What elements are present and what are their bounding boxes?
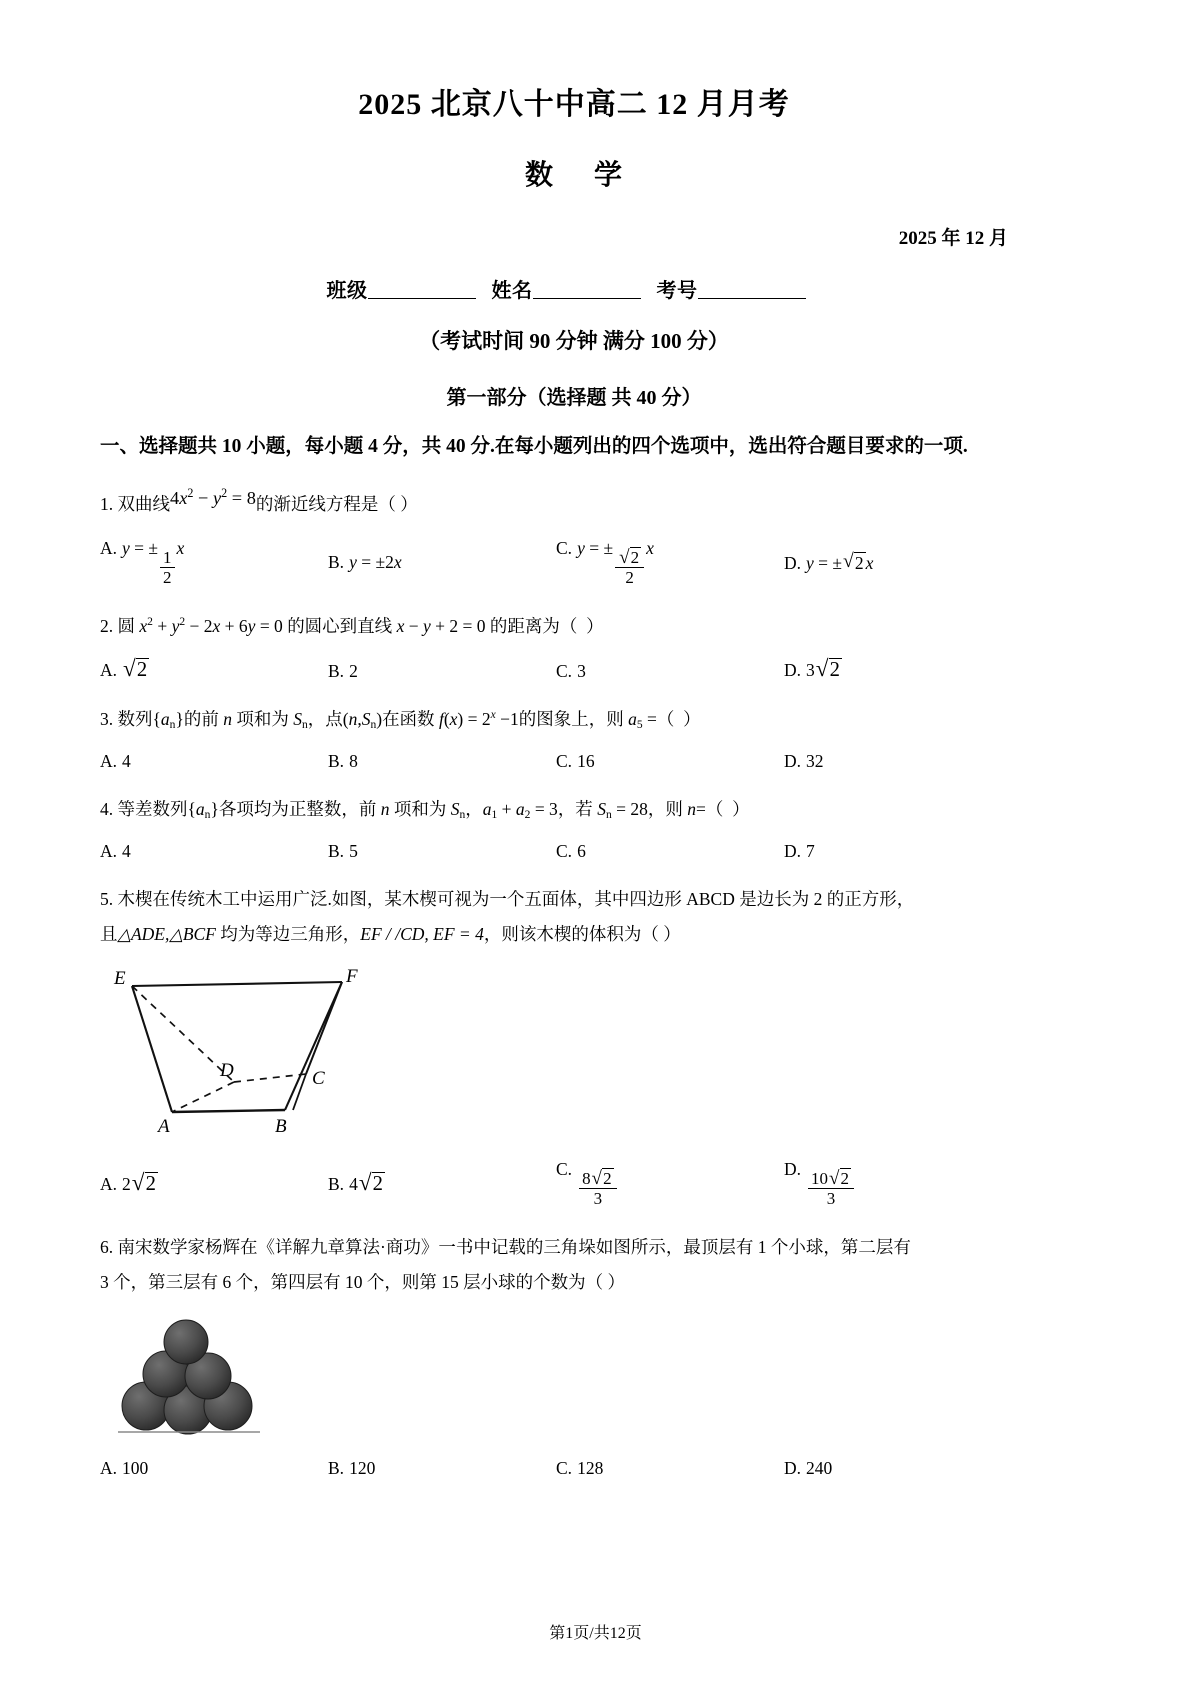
option-label-d: D. [784,840,802,861]
question-3-option-c[interactable] [556,751,784,772]
question-5 [100,882,1048,952]
question-6 [100,1230,1048,1300]
question-4-options [100,841,1048,862]
subject-heading [100,153,1048,193]
option-label-b: B. [328,552,345,573]
wedge-svg [110,964,370,1139]
question-1-option-c[interactable] [556,538,784,587]
edge-DA-hidden [172,1082,234,1112]
option-label-b: B. [328,1457,345,1478]
question-4-stem: 等差数列$\{a_n\}$各项均为正整数，前 n 项和为 $S_n$，$a_1 + a_2 = 3$，若 $S_n = 28$，则 n=（ ） [117,798,750,821]
option-label-c: C. [556,840,573,861]
option-label-d: D. [784,1457,802,1478]
option-a-value: 4 [122,840,131,861]
question-1 [100,486,1048,523]
option-b-value: 8 [349,750,358,771]
question-1-option-a[interactable] [100,538,328,587]
question-6-line-2: 3 个，第三层有 6 个，第四层有 10 个，则第 15 层小球的个数为（ ） [100,1271,625,1292]
question-3-stem: 数列$\{a_n\}$的前 n 项和为 $S_n$，点$(n,S_n)$在函数 $f(x) = 2^x -1$的图象上，则 $a_5$ =（ ） [117,708,701,731]
option-label-d: D. [784,750,802,771]
option-label-c: C. [556,1457,573,1478]
examno-blank-field[interactable] [698,278,806,299]
vertex-label-E: E [114,967,126,989]
question-1-options [100,537,1048,589]
option-d-value: 7 [806,840,815,861]
question-4-option-d[interactable] [784,841,1012,862]
option-label-c: C. [556,750,573,771]
question-6-text-1: 南宋数学家杨辉在《详解九章算法·商功》一书中记载的三角垛如图所示，最顶层有 1 个小球，第二层有 [117,1236,911,1257]
question-5-triangle-ade: △ADE, [117,923,170,944]
option-b-math: 4 √ 2 [349,1170,383,1197]
vertex-label-A: A [158,1115,170,1137]
class-blank-field[interactable] [368,278,476,299]
vertex-label-B: B [275,1115,287,1137]
question-5-options [100,1158,1048,1210]
page-title: 2025 北京八十中高二 12 月月考 [358,88,790,121]
option-label-c: C. [556,538,573,559]
exam-date: 2025 年 12 月 [898,228,1008,249]
option-label-c: C. [556,1159,573,1180]
option-label-a: A. [100,840,118,861]
option-label-b: B. [328,660,345,681]
edge-EF [132,982,342,986]
question-5-text-1: 木楔在传统木工中运用广泛.如图，某木楔可视为一个五面体，其中四边形 ABCD 是边长为 2 的正方形， [117,888,915,909]
question-4-option-c[interactable] [556,841,784,862]
option-a-math: 2 √ 2 [122,1170,156,1197]
question-5-line2-pre: 且 [100,923,118,944]
vertex-label-F: F [346,965,358,987]
option-label-d: D. [784,552,802,573]
question-4 [100,792,1048,827]
question-1-number: 1. [100,494,114,515]
option-a-math: y = ± $\frac{1}{2}$ x [122,538,185,588]
wedge-figure [110,964,1048,1144]
option-c-math: y = ± √ 2 2 x [577,538,654,588]
question-5-option-b[interactable] [328,1172,556,1196]
question-3-option-d[interactable] [784,751,1012,772]
question-5-option-d[interactable] [784,1159,1012,1208]
option-a-value: 4 [122,750,131,771]
option-d-math: y = ± √ 2 x [806,551,874,573]
option-label-a: A. [100,659,118,680]
option-c-value: 128 [577,1457,604,1478]
question-5-line2-mid: 均为等边三角形， [215,923,361,944]
question-6-option-d[interactable] [784,1458,1012,1479]
question-2-option-b[interactable] [328,661,556,682]
question-6-option-b[interactable] [328,1458,556,1479]
vertex-label-D: D [220,1059,234,1081]
option-label-d: D. [784,659,802,680]
option-d-value: 32 [806,750,824,771]
question-5-option-a[interactable] [100,1172,328,1196]
question-2-option-a[interactable] [100,658,328,682]
ball-stack-figure [110,1314,1048,1444]
question-4-option-b[interactable] [328,841,556,862]
option-c-math: 3 [577,660,586,681]
question-3-number: 3. [100,708,114,729]
option-label-b: B. [328,750,345,771]
question-5-line-1 [100,882,1048,917]
option-label-a: A. [100,1173,118,1194]
question-2-option-d[interactable] [784,658,1012,682]
option-d-value: 240 [806,1457,833,1478]
question-5-option-c[interactable] [556,1159,784,1208]
question-2-number: 2. [100,615,114,636]
option-d-math: 10 √ 2 3 [806,1159,856,1179]
question-2-option-c[interactable] [556,661,784,682]
field-label-name: 姓名 [491,280,533,302]
ball-stack-svg [110,1314,310,1439]
page-footer: 第1页/共12页 [549,1625,642,1642]
question-5-condition: EF / /CD, EF = 4 [360,923,484,944]
question-1-option-d[interactable] [784,552,1012,574]
question-3-options [100,751,1048,772]
option-c-value: 6 [577,840,586,861]
option-c-value: 16 [577,750,595,771]
option-b-value: 120 [349,1457,376,1478]
ball [164,1320,208,1364]
question-2 [100,609,1048,644]
question-2-stem: 圆 $x^2 + y^2 - 2x + 6y = 0$ 的圆心到直线 x − y + 2 = 0 的距离为（ ） [117,615,604,636]
question-5-triangle-bcf: △BCF [169,923,216,944]
option-b-value: 5 [349,840,358,861]
field-label-examno: 考号 [656,280,698,302]
edge-FC [306,982,342,1074]
edge-DC-hidden [234,1074,306,1082]
section-instructions: 一、选择题共 10 小题，每小题 4 分，共 40 分.在每小题列出的四个选项中，选出符合题目要求的一项. [100,436,968,457]
question-1-stem-pre: 双曲线 [117,494,170,515]
question-5-line2-post: ，则该木楔的体积为（ ） [483,923,681,944]
question-2-options [100,658,1048,682]
field-label-class: 班级 [326,280,368,302]
part-title: 第一部分（选择题 共 40 分） [446,387,702,409]
option-b-math: y = ±2x [349,552,402,573]
option-label-a: A. [100,538,118,559]
question-6-option-a[interactable] [100,1458,328,1479]
question-1-formula: $4x^2 - y^2 = 8$ [170,485,256,509]
subject-char-2: 学 [594,160,624,191]
question-5-number: 5. [100,888,114,909]
question-6-options [100,1458,1048,1479]
question-6-number: 6. [100,1236,114,1257]
option-label-a: A. [100,750,118,771]
name-blank-field[interactable] [533,278,641,299]
option-b-math: 2 [349,660,358,681]
option-label-b: B. [328,1173,345,1194]
question-3 [100,702,1048,737]
question-1-stem-post: 的渐近线方程是（ ） [255,494,418,515]
question-4-number: 4. [100,798,114,819]
subject-char-1: 数 [524,160,554,191]
page-content [100,60,1048,1479]
question-3-option-b[interactable] [328,751,556,772]
option-label-b: B. [328,840,345,861]
option-d-math: 3 √ 2 [806,656,840,683]
option-a-math: √ 2 [123,656,148,683]
option-label-d: D. [784,1159,802,1180]
vertex-label-C: C [312,1067,325,1089]
question-4-option-a[interactable] [100,841,328,862]
option-label-a: A. [100,1457,118,1478]
student-id-line [100,274,1048,303]
option-c-math: 8 √ 2 3 [577,1159,618,1179]
question-5-line-2 [100,917,1048,952]
option-label-c: C. [556,660,573,681]
exam-meta: （考试时间 90 分钟 满分 100 分） [419,329,729,353]
question-1-option-b[interactable] [328,552,556,573]
option-a-value: 100 [122,1457,149,1478]
question-6-line-1 [100,1230,1048,1265]
question-6-option-c[interactable] [556,1458,784,1479]
edge-AB [172,1110,285,1112]
question-3-option-a[interactable] [100,751,328,772]
